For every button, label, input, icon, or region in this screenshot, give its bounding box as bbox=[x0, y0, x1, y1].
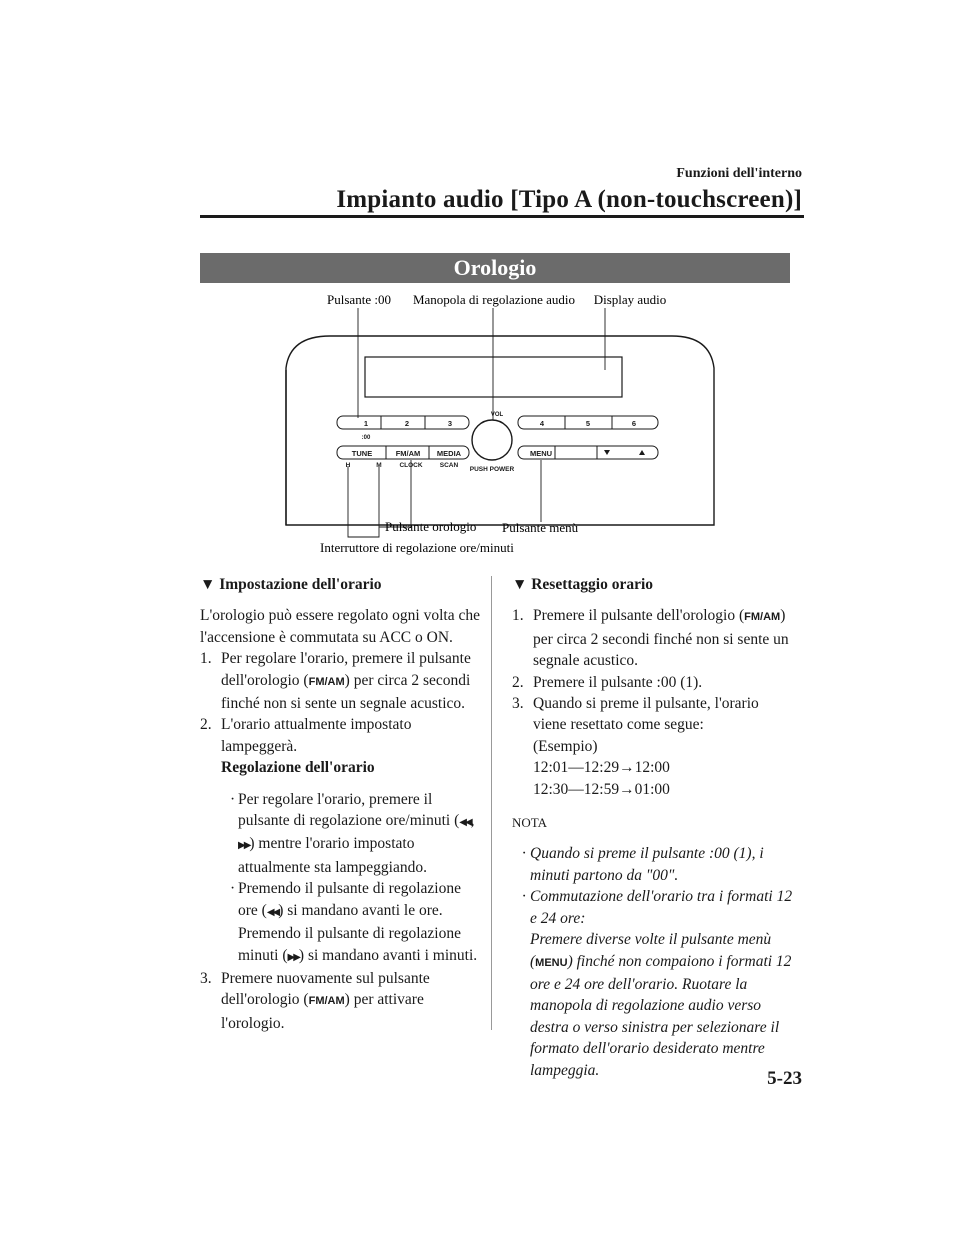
chapter-title: Funzioni dell'interno bbox=[676, 166, 802, 181]
fm-am-button-glyph: FM/AM bbox=[308, 995, 345, 1008]
fm-am-button-glyph: FM/AM bbox=[308, 675, 345, 688]
label-scan: SCAN bbox=[439, 462, 459, 469]
callout-menu-button: Pulsante menù bbox=[502, 520, 579, 535]
audio-display bbox=[365, 357, 622, 397]
label-00: :00 bbox=[361, 435, 371, 441]
list-item: 3. Quando si preme il pulsante, l'orario viene resettato come segue: (Esempio) 12:01―12:29→12:00 12:30―12:59→01:00 bbox=[512, 695, 759, 798]
header-rule bbox=[200, 215, 804, 218]
audio-unit-housing bbox=[286, 336, 714, 525]
label-m: M bbox=[376, 462, 382, 469]
list-item: · Quando si preme il pulsante :00 (1), i minuti partono da "00". bbox=[522, 845, 764, 884]
label-media: MEDIA bbox=[436, 449, 462, 458]
callout-clock-button: Pulsante orologio bbox=[385, 519, 477, 534]
label-preset-4: 4 bbox=[539, 419, 545, 428]
page-number: 5-23 bbox=[767, 1068, 802, 1089]
callout-audio-display: Display audio bbox=[593, 292, 667, 307]
label-preset-2: 2 bbox=[404, 419, 410, 428]
list-item: · Per regolare l'orario, premere il pulsante di regolazione ore/minuti (◀◀, ▶▶) mentre l'orario impostato attualmente sta lampeggiando. bbox=[230, 790, 475, 876]
label-preset-1: 1 bbox=[363, 419, 369, 428]
note-title: NOTA bbox=[512, 815, 548, 831]
heading-reset-time: ▼ Resettaggio orario bbox=[512, 576, 654, 593]
label-preset-6: 6 bbox=[631, 419, 637, 428]
fm-am-button-glyph: FM/AM bbox=[744, 611, 781, 624]
fast-forward-icon: ▶▶ bbox=[238, 840, 250, 852]
label-preset-5: 5 bbox=[585, 419, 591, 428]
rewind-icon: ◀◀ bbox=[459, 817, 471, 829]
heading-set-time: ▼ Impostazione dell'orario bbox=[200, 576, 382, 593]
label-clock: CLOCK bbox=[399, 462, 423, 469]
label-vol: VOL bbox=[490, 412, 504, 418]
list-item: 3. Premere nuovamente sul pulsante dell'orologio (FM/AM) per attivare l'orologio. bbox=[200, 969, 430, 1032]
subheading-time-adjust: Regolazione dell'orario bbox=[221, 759, 375, 777]
example-line-2: 12:30―12:59→01:00 bbox=[533, 780, 670, 798]
callout-volume-knob: Manopola di regolazione audio bbox=[412, 292, 576, 307]
rewind-icon: ◀◀ bbox=[266, 906, 279, 918]
label-preset-3: 3 bbox=[447, 419, 453, 428]
list-item: · Premendo il pulsante di regolazione ore (◀◀) si mandano avanti le ore. Premendo il pulsante di regolazione minuti (▶▶) si mandano avanti i minuti. bbox=[230, 880, 478, 964]
label-h: H bbox=[345, 462, 351, 469]
list-item: 1. Premere il pulsante dell'orologio (FM/AM) per circa 2 secondi finché non si sente un segnale acustico. bbox=[512, 607, 789, 670]
label-fm-am: FM/AM bbox=[395, 449, 421, 458]
column-divider bbox=[491, 576, 492, 1030]
label-push-power: PUSH POWER bbox=[469, 466, 515, 473]
section-banner: Orologio bbox=[200, 253, 790, 283]
example-line-1: 12:01―12:29→12:00 bbox=[533, 759, 670, 777]
left-column bbox=[200, 574, 482, 1034]
menu-button-glyph: MENU bbox=[535, 956, 568, 969]
volume-knob bbox=[472, 420, 512, 460]
callout-hour-minute-switch: Interruttore di regolazione ore/minuti bbox=[320, 540, 514, 555]
intro-text: L'orologio può essere regolato ogni volta che l'accensione è commutata su ACC o ON. bbox=[200, 607, 480, 646]
right-column bbox=[512, 574, 796, 1081]
fast-forward-icon: ▶▶ bbox=[287, 951, 299, 963]
label-tune: TUNE bbox=[351, 449, 373, 458]
section-title: Impianto audio [Tipo A (non-touchscreen)] bbox=[336, 186, 802, 213]
list-item: 1. Per regolare l'orario, premere il pulsante dell'orologio (FM/AM) per circa 2 secondi finché non si sente un segnale acustico. bbox=[200, 650, 471, 713]
list-item: · Commutazione dell'orario tra i formati 12 e 24 ore: Premere diverse volte il pulsante menù (MENU) finché non compaiono i formati 12 ore e 24 ore dell'orario. Ruotare la manopola di regolazione audio verso destra o verso sinistra per selezionare il formato dell'orario desiderato mentre lampeggia. bbox=[522, 888, 793, 1079]
callout-button-00: Pulsante :00 bbox=[327, 292, 391, 307]
list-item: 2. Premere il pulsante :00 (1). bbox=[512, 673, 703, 691]
list-item: 2. L'orario attualmente impostato lampeggerà. Regolazione dell'orario bbox=[200, 716, 412, 777]
label-menu: MENU bbox=[529, 449, 553, 458]
